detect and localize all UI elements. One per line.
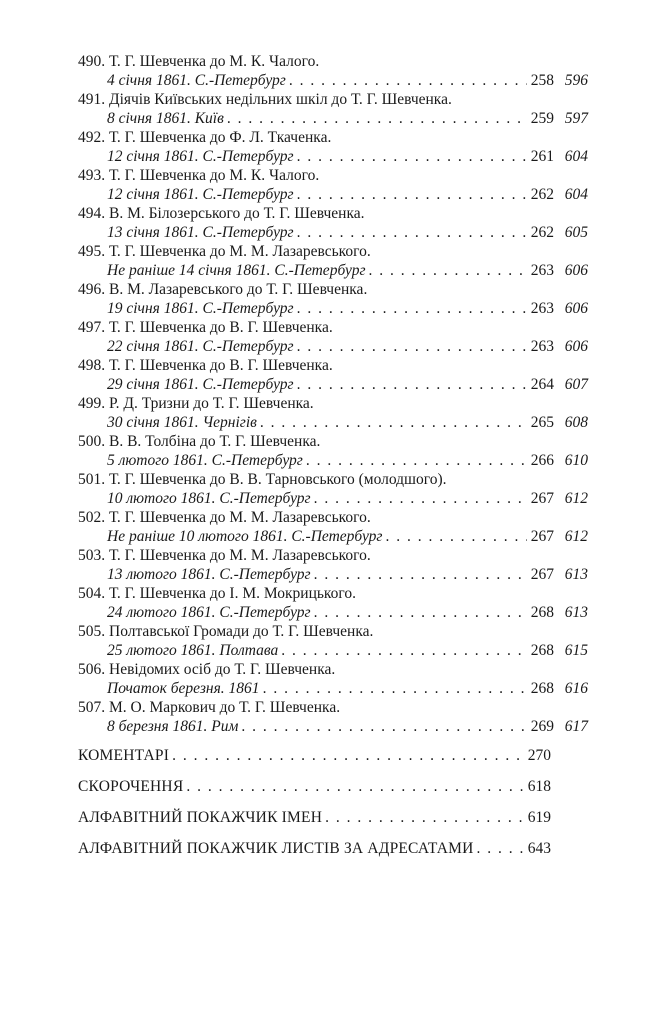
- section-entry: [78, 771, 551, 802]
- entry-comment-page: 613: [564, 566, 588, 583]
- dot-leader: [241, 717, 527, 736]
- entry-detail: [78, 337, 588, 356]
- toc-entry: [78, 204, 588, 242]
- dot-leader: [314, 603, 527, 622]
- dot-leader: [186, 771, 524, 802]
- entry-date: 13 лютого 1861. С.-Петербург: [107, 566, 311, 583]
- section-page: 270: [527, 747, 551, 764]
- entry-page: 266: [530, 452, 554, 469]
- table-of-contents: [78, 52, 588, 864]
- entry-detail: [78, 223, 588, 242]
- toc-entry: [78, 356, 588, 394]
- toc-entry: [78, 318, 588, 356]
- entry-detail: [78, 299, 588, 318]
- entry-page: 264: [530, 376, 554, 393]
- section-page: 618: [527, 778, 551, 795]
- entry-title: 490. Т. Г. Шевченка до М. К. Чалого.: [78, 53, 320, 70]
- dot-leader: [314, 489, 527, 508]
- entry-detail: [78, 109, 588, 128]
- entry-date: 13 січня 1861. С.-Петербург: [107, 224, 294, 241]
- dot-leader: [477, 833, 525, 864]
- entry-title: 493. Т. Г. Шевченка до М. К. Чалого.: [78, 167, 320, 184]
- entry-comment-page: 606: [564, 262, 588, 279]
- entry-page: 263: [530, 262, 554, 279]
- toc-entry: [78, 508, 588, 546]
- section-entry: [78, 740, 551, 771]
- entry-page: 268: [530, 642, 554, 659]
- entry-date: 30 січня 1861. Чернігів: [107, 414, 257, 431]
- toc-entry: [78, 698, 588, 736]
- entry-title: 502. Т. Г. Шевченка до М. М. Лазаревського.: [78, 509, 371, 526]
- toc-entry: [78, 90, 588, 128]
- entry-title: 494. В. М. Білозерського до Т. Г. Шевченка.: [78, 205, 365, 222]
- entry-comment-page: 616: [564, 680, 588, 697]
- entry-detail: [78, 71, 588, 90]
- entry-comment-page: 608: [564, 414, 588, 431]
- entry-page: 262: [530, 186, 554, 203]
- entry-comment-page: 607: [564, 376, 588, 393]
- entry-title: 497. Т. Г. Шевченка до В. Г. Шевченка.: [78, 319, 333, 336]
- entry-date: 19 січня 1861. С.-Петербург: [107, 300, 294, 317]
- entry-date: 8 січня 1861. Київ: [107, 110, 224, 127]
- entry-page: 267: [530, 528, 554, 545]
- entry-comment-page: 604: [564, 186, 588, 203]
- entry-detail: [78, 375, 588, 394]
- entry-date: 12 січня 1861. С.-Петербург: [107, 186, 294, 203]
- toc-entry: [78, 470, 588, 508]
- toc-entry: [78, 394, 588, 432]
- entry-detail: [78, 185, 588, 204]
- entry-page: 259: [530, 110, 554, 127]
- entry-page: 268: [530, 680, 554, 697]
- entry-detail: [78, 527, 588, 546]
- toc-entry: [78, 128, 588, 166]
- section-entry: [78, 833, 551, 864]
- dot-leader: [297, 223, 527, 242]
- entry-date: Початок березня. 1861: [107, 680, 260, 697]
- entry-page: 263: [530, 338, 554, 355]
- toc-entry: [78, 660, 588, 698]
- entry-page: 263: [530, 300, 554, 317]
- entry-page: 267: [530, 490, 554, 507]
- entry-title: 491. Діячів Київських недільних шкіл до Т. Г. Шевченка.: [78, 91, 452, 108]
- entry-title: 503. Т. Г. Шевченка до М. М. Лазаревського.: [78, 547, 371, 564]
- entry-detail: [78, 489, 588, 508]
- section-title: АЛФАВІТНИЙ ПОКАЖЧИК ІМЕН: [78, 809, 323, 826]
- dot-leader: [172, 740, 525, 771]
- dot-leader: [314, 565, 527, 584]
- entry-title: 506. Невідомих осіб до Т. Г. Шевченка.: [78, 661, 336, 678]
- entry-title: 504. Т. Г. Шевченка до І. М. Мокрицького.: [78, 585, 357, 602]
- entry-date: 10 лютого 1861. С.-Петербург: [107, 490, 311, 507]
- entry-comment-page: 596: [564, 72, 588, 89]
- entry-detail: [78, 451, 588, 470]
- dot-leader: [325, 802, 525, 833]
- dot-leader: [297, 185, 527, 204]
- entry-title: 498. Т. Г. Шевченка до В. Г. Шевченка.: [78, 357, 333, 374]
- entry-comment-page: 613: [564, 604, 588, 621]
- entry-date: 29 січня 1861. С.-Петербург: [107, 376, 294, 393]
- entry-page: 269: [530, 718, 554, 735]
- toc-entry: [78, 52, 588, 90]
- dot-leader: [306, 451, 527, 470]
- toc-entry: [78, 280, 588, 318]
- dot-leader: [297, 299, 527, 318]
- entry-comment-page: 612: [564, 528, 588, 545]
- entry-date: 12 січня 1861. С.-Петербург: [107, 148, 294, 165]
- entry-page: 267: [530, 566, 554, 583]
- entry-title: 492. Т. Г. Шевченка до Ф. Л. Ткаченка.: [78, 129, 332, 146]
- dot-leader: [227, 109, 527, 128]
- section-page: 619: [527, 809, 551, 826]
- dot-leader: [260, 413, 527, 432]
- entry-date: Не раніше 10 лютого 1861. С.-Петербург: [107, 528, 383, 545]
- section-title: АЛФАВІТНИЙ ПОКАЖЧИК ЛИСТІВ ЗА АДРЕСАТАМИ: [78, 840, 474, 857]
- dot-leader: [369, 261, 527, 280]
- entry-date: 8 березня 1861. Рим: [107, 718, 239, 735]
- entry-comment-page: 604: [564, 148, 588, 165]
- entry-comment-page: 606: [564, 338, 588, 355]
- entry-title: 505. Полтавської Громади до Т. Г. Шевченка.: [78, 623, 374, 640]
- entry-detail: [78, 679, 588, 698]
- entry-detail: [78, 717, 588, 736]
- entry-comment-page: 612: [564, 490, 588, 507]
- entry-title: 500. В. В. Толбіна до Т. Г. Шевченка.: [78, 433, 321, 450]
- toc-entry: [78, 242, 588, 280]
- dot-leader: [297, 375, 527, 394]
- toc-entry: [78, 622, 588, 660]
- dot-leader: [281, 641, 527, 660]
- entry-comment-page: 617: [564, 718, 588, 735]
- entry-detail: [78, 641, 588, 660]
- toc-entry: [78, 584, 588, 622]
- entry-detail: [78, 565, 588, 584]
- toc-entry: [78, 546, 588, 584]
- section-title: КОМЕНТАРІ: [78, 747, 170, 764]
- entry-title: 496. В. М. Лазаревського до Т. Г. Шевченка.: [78, 281, 368, 298]
- entry-page: 262: [530, 224, 554, 241]
- entry-date: 25 лютого 1861. Полтава: [107, 642, 279, 659]
- entry-detail: [78, 261, 588, 280]
- entry-date: 4 січня 1861. С.-Петербург: [107, 72, 286, 89]
- entry-date: Не раніше 14 січня 1861. С.-Петербург: [107, 262, 366, 279]
- entry-comment-page: 606: [564, 300, 588, 317]
- entry-title: 507. М. О. Маркович до Т. Г. Шевченка.: [78, 699, 341, 716]
- entry-detail: [78, 413, 588, 432]
- dot-leader: [385, 527, 527, 546]
- entry-page: 265: [530, 414, 554, 431]
- entry-page: 268: [530, 604, 554, 621]
- section-list: [78, 740, 588, 864]
- dot-leader: [297, 337, 527, 356]
- entry-date: 22 січня 1861. С.-Петербург: [107, 338, 294, 355]
- entry-date: 5 лютого 1861. С.-Петербург: [107, 452, 303, 469]
- entry-detail: [78, 147, 588, 166]
- dot-leader: [297, 147, 527, 166]
- dot-leader: [263, 679, 527, 698]
- letter-list: [78, 52, 588, 736]
- entry-comment-page: 615: [564, 642, 588, 659]
- toc-entry: [78, 432, 588, 470]
- entry-detail: [78, 603, 588, 622]
- entry-comment-page: 605: [564, 224, 588, 241]
- entry-title: 501. Т. Г. Шевченка до В. В. Тарновського (молодшого).: [78, 471, 447, 488]
- toc-entry: [78, 166, 588, 204]
- dot-leader: [289, 71, 527, 90]
- entry-date: 24 лютого 1861. С.-Петербург: [107, 604, 311, 621]
- entry-page: 258: [530, 72, 554, 89]
- section-entry: [78, 802, 551, 833]
- section-page: 643: [527, 840, 551, 857]
- entry-title: 499. Р. Д. Тризни до Т. Г. Шевченка.: [78, 395, 314, 412]
- entry-title: 495. Т. Г. Шевченка до М. М. Лазаревського.: [78, 243, 371, 260]
- section-title: СКОРОЧЕННЯ: [78, 778, 184, 795]
- entry-page: 261: [530, 148, 554, 165]
- entry-comment-page: 610: [564, 452, 588, 469]
- entry-comment-page: 597: [564, 110, 588, 127]
